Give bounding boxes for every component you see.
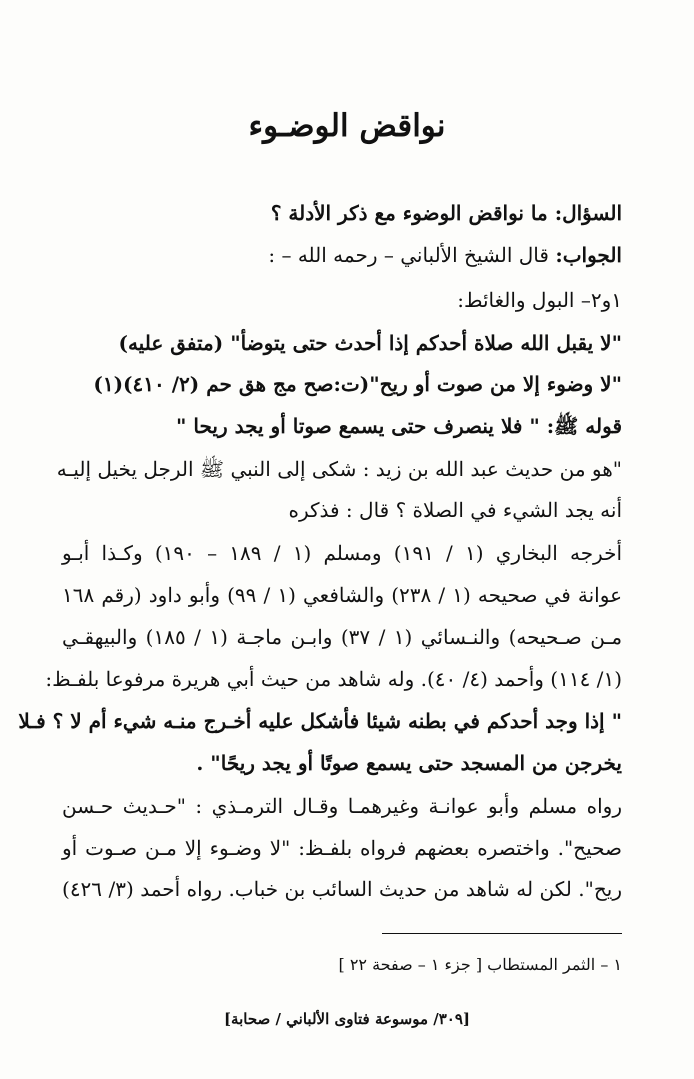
question-text: ما نواقض الوضوء مع ذكر الأدلة ؟: [270, 201, 555, 225]
answer-label: الجواب:: [555, 243, 622, 267]
answer-text: قال الشيخ الألباني – رحمه الله – :: [268, 243, 556, 267]
text-line: عوانة في صحيحه (١ / ٢٣٨) والشافعي (١ / ٩٩) وأبو داود (رقم ١٦٨: [62, 583, 622, 607]
text-line: صحيح". واختصره بعضهم فرواه بلفـظ: "لا وضـوء إلا مـن صـوت أو: [62, 836, 622, 860]
text-line: "هو من حديث عبد الله بن زيد : شكى إلى النبي ﷺ الرجل يخيل إليـه: [56, 457, 622, 481]
answer-line: [62, 238, 622, 272]
question-label: السؤال:: [554, 201, 622, 225]
chapter-title: نواقض الوضـوء: [248, 108, 446, 144]
text-line: (١/ ١١٤) وأحمد (٤/ ٤٠). وله شاهد من حيث أبي هريرة مرفوعا بلفـظ:: [45, 667, 622, 691]
hadith-line: قوله ﷺ: " فلا ينصرف حتى يسمع صوتا أو يجد ريحا ": [176, 414, 622, 438]
hadith-line: "لا يقبل الله صلاة أحدكم إذا أحدث حتى يتوضأ" (متفق عليه): [118, 331, 622, 355]
hadith-line: يخرجن من المسجد حتى يسمع صوتًا أو يجد ريحًا" .: [196, 751, 622, 775]
page-footer: [٣٠٩/ موسوعة فتاوى الألباني / صحابة]: [223, 1010, 471, 1028]
hadith-line: " إذا وجد أحدكم في بطنه شيئا فأشكل عليه أخـرج منـه شيء أم لا ؟ فـلا: [18, 709, 622, 733]
footnote: ١ – الثمر المستطاب [ جزء ١ – صفحة ٢٢ ]: [338, 955, 622, 974]
text-line: أنه يجد الشيء في الصلاة ؟ قال : فذكره: [288, 498, 622, 522]
text-line: مـن صـحيحه) والنـسائي (١ / ٣٧) وابـن ماجـة (١ / ١٨٥) والبيهقـي: [62, 625, 623, 649]
text-line: ريح". لكن له شاهد من حديث السائب بن خباب. رواه أحمد (٣/ ٤٢٦): [62, 877, 622, 901]
question-line: [62, 196, 622, 230]
footnote-divider: [382, 933, 622, 934]
text-line: ١و٢– البول والغائط:: [457, 288, 622, 312]
text-line: أخرجه البخاري (١ / ١٩١) ومسلم (١ / ١٨٩ – ١٩٠) وكـذا أبـو: [62, 541, 623, 565]
hadith-line: "لا وضوء إلا من صوت أو ريح"(ت:صح مج هق حم (٢/ ٤١٠)(١): [93, 372, 622, 396]
text-line: رواه مسلم وأبو عوانـة وغيرهمـا وقـال الترمـذي : "حـديث حـسن: [62, 794, 622, 818]
